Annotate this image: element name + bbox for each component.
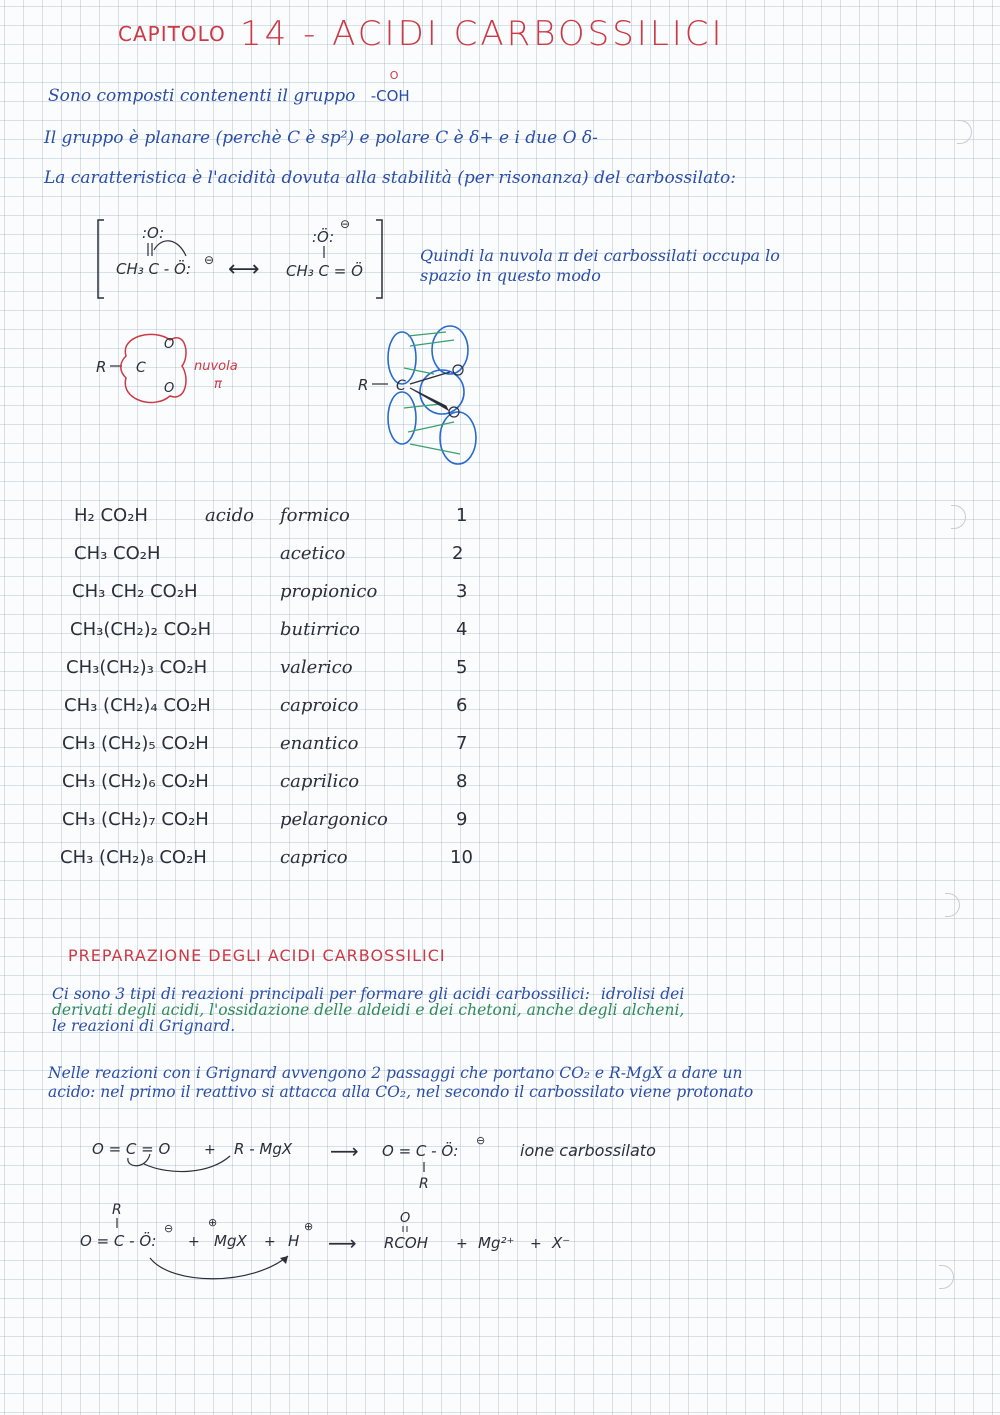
proton: H — [288, 1232, 300, 1250]
mgx-charge: ⊕ — [208, 1216, 218, 1229]
reaction-1 — [80, 1128, 700, 1198]
acid-formula: CH₃ (CH₂)₈ CO₂H — [60, 847, 207, 868]
oxygen-node — [453, 365, 463, 375]
cloud-r: R — [96, 358, 107, 376]
acid-carbon-count: 10 — [450, 847, 473, 868]
right-bracket — [376, 220, 382, 298]
intro-line-2: Il gruppo è planare (perchè C è sp²) e polare C è δ+ e i due O δ- — [44, 128, 598, 148]
intro-line-1 — [48, 69, 410, 106]
acid-name: formico — [280, 505, 350, 526]
intro-line-3: La caratteristica è l'acidità dovuta alla stabilità (per risonanza) del carbossilato: — [44, 168, 737, 188]
prep-p1-grignard: le reazioni di Grignard. — [52, 1017, 236, 1035]
orbital-lobe — [440, 412, 476, 464]
orbital-r: R — [358, 376, 369, 394]
table-row — [0, 733, 520, 769]
reaction-2 — [72, 1196, 632, 1286]
acid-carbon-count: 4 — [456, 619, 468, 640]
attack-arrow-long — [144, 1156, 230, 1172]
binder-hole — [945, 893, 960, 917]
orbital-lobe — [388, 332, 416, 384]
left-formula: CH₃ C - Ö: — [116, 260, 192, 278]
plus-sign: + — [188, 1234, 200, 1250]
right-charge: ⊖ — [340, 217, 351, 231]
carboxyl-formula: -COH — [370, 87, 410, 105]
acid-name: acetico — [280, 543, 346, 564]
right-formula: CH₃ C = Ö — [286, 262, 363, 280]
reaction-arrow: ⟶ — [330, 1139, 359, 1163]
protonation-arrow — [150, 1256, 288, 1279]
table-row — [0, 619, 520, 655]
table-row — [0, 771, 520, 807]
table-row — [0, 543, 520, 579]
acid-carbon-count: 3 — [456, 581, 468, 602]
left-top-oxygen: :O: — [142, 224, 165, 242]
prep-paragraph-2 — [48, 1064, 948, 1102]
resonance-diagram — [90, 210, 400, 310]
table-row — [0, 657, 520, 693]
acid-formula: CH₃ (CH₂)₇ CO₂H — [62, 809, 209, 830]
prep-p1-text: Ci sono 3 tipi di reazioni principali per formare gli acidi carbossilici: — [52, 985, 590, 1003]
acid-name: valerico — [280, 657, 353, 678]
prep-p1-derivatives: derivati degli acidi, l'ossidazione delle aldeidi e dei chetoni, anche degli alcheni, — [52, 1001, 685, 1019]
acid-formula: CH₃(CH₂)₃ CO₂H — [66, 657, 208, 678]
binder-hole — [957, 120, 972, 144]
reactant-grignard: R - MgX — [234, 1140, 293, 1158]
table-row — [0, 695, 520, 731]
acid-name: caprilico — [280, 771, 360, 792]
reactant-co2: O = C = O — [92, 1140, 171, 1158]
orbital-diagram — [350, 322, 490, 482]
pi-cloud-diagram — [90, 326, 270, 416]
acid-carbon-count: 6 — [456, 695, 468, 716]
reactant-charge: ⊖ — [164, 1222, 174, 1235]
mgx: MgX — [214, 1232, 247, 1250]
pi-cloud-outline — [121, 334, 186, 402]
plus-sign: + — [204, 1142, 216, 1158]
prep-p2-line-1: Nelle reazioni con i Grignard avvengono 2 passaggi che portano CO₂ e R-MgX a dare un — [48, 1064, 743, 1082]
acid-name: enantico — [280, 733, 359, 754]
orbital-c: C — [396, 378, 406, 394]
acid-formula: CH₃ CH₂ CO₂H — [72, 581, 198, 602]
product-carboxylate: O = C - Ö: — [382, 1142, 459, 1160]
resonance-arrow: ⟷ — [228, 257, 260, 282]
product-charge: ⊖ — [476, 1134, 486, 1147]
halide-ion: X⁻ — [552, 1234, 571, 1252]
table-row — [0, 581, 520, 617]
prep-p1-hydrolysis: idrolisi dei — [600, 985, 685, 1003]
magnesium-ion: Mg²⁺ — [478, 1234, 515, 1252]
cloud-o-bottom: O — [164, 381, 175, 396]
product-acid: RCOH — [384, 1234, 428, 1252]
reaction-arrow: ⟶ — [328, 1231, 357, 1255]
acid-name: caprico — [280, 847, 348, 868]
acid-formula: CH₃ (CH₂)₅ CO₂H — [62, 733, 209, 754]
acid-label: acido — [205, 505, 254, 526]
cloud-o-top: O — [164, 337, 175, 352]
carboxyl-group — [370, 69, 410, 105]
acid-name: butirrico — [280, 619, 360, 640]
protonation-arrowhead — [280, 1256, 288, 1264]
intro-text: Sono composti contenenti il gruppo — [48, 86, 356, 106]
reactant-r: R — [112, 1202, 122, 1218]
carboxylate-ion-label: ione carbossilato — [520, 1141, 656, 1160]
acid-name: caproico — [280, 695, 359, 716]
carboxyl-oxygen: O — [389, 69, 399, 82]
binder-hole — [939, 1265, 954, 1289]
acid-carbon-count: 2 — [452, 543, 464, 564]
chapter-label: CAPITOLO — [118, 22, 226, 46]
acid-carbon-count: 1 — [456, 505, 468, 526]
plus-sign: + — [264, 1234, 276, 1250]
page-title: 14 - ACIDI CARBOSSILICI — [240, 14, 725, 54]
acid-carbon-count: 5 — [456, 657, 468, 678]
table-row — [0, 505, 520, 541]
binder-hole — [951, 505, 966, 529]
cloud-pi: π — [214, 377, 222, 392]
acid-carbon-count: 9 — [456, 809, 468, 830]
left-bracket — [98, 220, 104, 298]
acid-formula: H₂ CO₂H — [74, 505, 148, 526]
table-row — [0, 847, 520, 883]
acid-carbon-count: 8 — [456, 771, 468, 792]
electron-push-arrow — [154, 241, 186, 256]
acid-name: propionico — [280, 581, 378, 602]
orbital-lobe — [420, 370, 464, 414]
section-title-preparation: PREPARAZIONE DEGLI ACIDI CARBOSSILICI — [68, 946, 446, 965]
resonance-note: Quindi la nuvola π dei carbossilati occupa lo spazio in questo modo — [420, 246, 780, 285]
left-charge: ⊖ — [204, 253, 215, 267]
plus-sign: + — [456, 1236, 468, 1252]
acid-carbon-count: 7 — [456, 733, 468, 754]
proton-charge: ⊕ — [304, 1220, 314, 1233]
product-r: R — [419, 1176, 429, 1192]
prep-paragraph-1 — [52, 986, 952, 1034]
product-o: O — [400, 1211, 411, 1226]
right-top-oxygen: :Ö: — [312, 228, 335, 246]
cloud-c: C — [136, 360, 146, 376]
acid-table — [0, 505, 520, 885]
acid-formula: CH₃ (CH₂)₄ CO₂H — [64, 695, 211, 716]
orbital-lobe — [388, 392, 416, 444]
table-row — [0, 809, 520, 845]
reactant-carboxylate: O = C - Ö: — [80, 1232, 157, 1250]
acid-formula: CH₃(CH₂)₂ CO₂H — [70, 619, 212, 640]
acid-formula: CH₃ (CH₂)₆ CO₂H — [62, 771, 209, 792]
cloud-label: nuvola — [194, 359, 238, 374]
acid-formula: CH₃ CO₂H — [74, 543, 161, 564]
prep-p2-line-2: acido: nel primo il reattivo si attacca alla CO₂, nel secondo il carbossilato viene protonato — [48, 1083, 754, 1101]
acid-name: pelargonico — [280, 809, 388, 830]
plus-sign: + — [530, 1236, 542, 1252]
